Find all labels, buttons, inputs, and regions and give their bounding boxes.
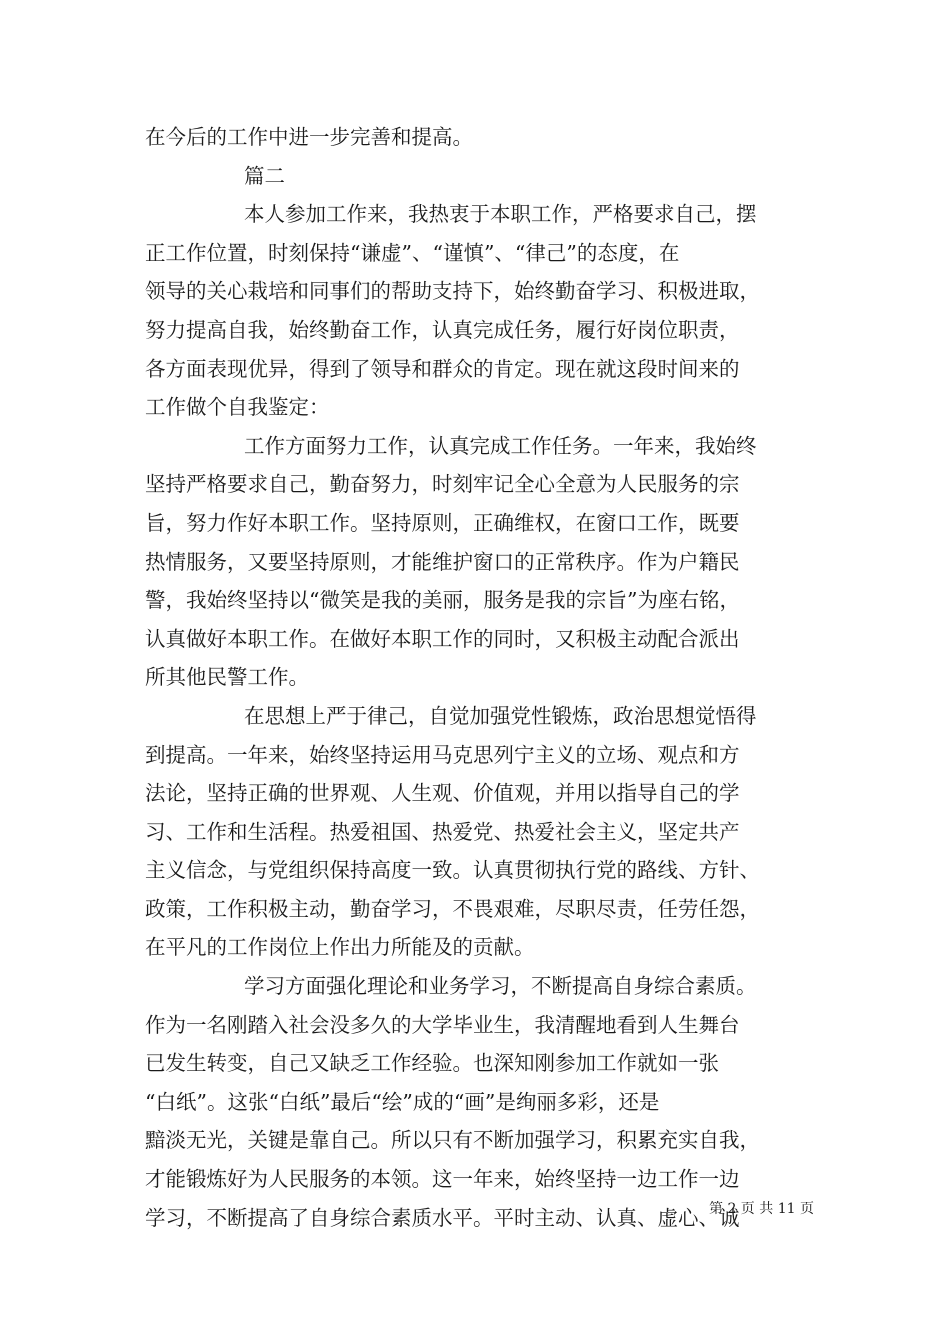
text-line: 所其他民警工作。 xyxy=(145,665,309,690)
document-body xyxy=(145,118,825,1237)
text-line: 作为一名刚踏入社会没多久的大学毕业生，我清醒地看到人生舞台 xyxy=(145,1012,740,1037)
text-line: 警，我始终坚持以“微笑是我的美丽，服务是我的宗旨”为座右铭， xyxy=(145,588,740,613)
text-line: 到提高。一年来，始终坚持运用马克思列宁主义的立场、观点和方 xyxy=(145,742,740,767)
text-line: 领导的关心栽培和同事们的帮助支持下，始终勤奋学习、积极进取， xyxy=(145,279,760,304)
text-line: “白纸”。这张“白纸”最后“绘”成的“画”是绚丽多彩，还是 xyxy=(145,1089,660,1114)
text-line: 习、工作和生活程。热爱祖国、热爱党、热爱社会主义，坚定共产 xyxy=(145,819,740,844)
text-line: 在今后的工作中进一步完善和提高。 xyxy=(145,125,473,149)
text-line: 正工作位置，时刻保持“谦虚”、“谨慎”、“律己”的态度，在 xyxy=(145,240,680,265)
text-line: 政策，工作积极主动，勤奋学习，不畏艰难，尽职尽责，任劳任怨， xyxy=(145,896,760,921)
text-line: 工作做个自我鉴定： xyxy=(145,395,330,420)
text-line: 篇二 xyxy=(244,163,285,188)
text-line: 坚持严格要求自己，勤奋努力，时刻牢记全心全意为人民服务的宗 xyxy=(145,472,740,497)
text-line: 工作方面努力工作，认真完成工作任务。一年来，我始终 xyxy=(244,433,757,458)
text-line: 法论，坚持正确的世界观、人生观、价值观，并用以指导自己的学 xyxy=(145,781,740,806)
text-line: 热情服务，又要坚持原则，才能维护窗口的正常秩序。作为户籍民 xyxy=(145,549,740,574)
text-line: 黯淡无光，关键是靠自己。所以只有不断加强学习，积累充实自我， xyxy=(145,1128,760,1153)
text-line: 在思想上严于律己，自觉加强党性锻炼，政治思想觉悟得 xyxy=(244,703,757,728)
text-line: 努力提高自我，始终勤奋工作，认真完成任务，履行好岗位职责， xyxy=(145,317,740,342)
text-line: 在平凡的工作岗位上作出力所能及的贡献。 xyxy=(145,935,535,960)
text-line: 主义信念，与党组织保持高度一致。认真贯彻执行党的路线、方针、 xyxy=(145,858,760,883)
text-line: 学习，不断提高了自身综合素质水平。平时主动、认真、虚心、诚 xyxy=(145,1205,740,1230)
text-line: 已发生转变，自己又缺乏工作经验。也深知刚参加工作就如一张 xyxy=(145,1051,719,1076)
text-line: 才能锻炼好为人民服务的本领。这一年来，始终坚持一边工作一边 xyxy=(145,1167,740,1192)
text-line: 旨，努力作好本职工作。坚持原则，正确维权，在窗口工作，既要 xyxy=(145,510,740,535)
text-line: 认真做好本职工作。在做好本职工作的同时，又积极主动配合派出 xyxy=(145,626,740,651)
text-line: 学习方面强化理论和业务学习，不断提高自身综合素质。 xyxy=(244,974,757,999)
text-line: 各方面表现优异，得到了领导和群众的肯定。现在就这段时间来的 xyxy=(145,356,740,381)
page-number-label: 第 2 页 共 11 页 xyxy=(709,1201,814,1217)
text-line: 本人参加工作来，我热衷于本职工作，严格要求自己，摆 xyxy=(244,202,757,227)
